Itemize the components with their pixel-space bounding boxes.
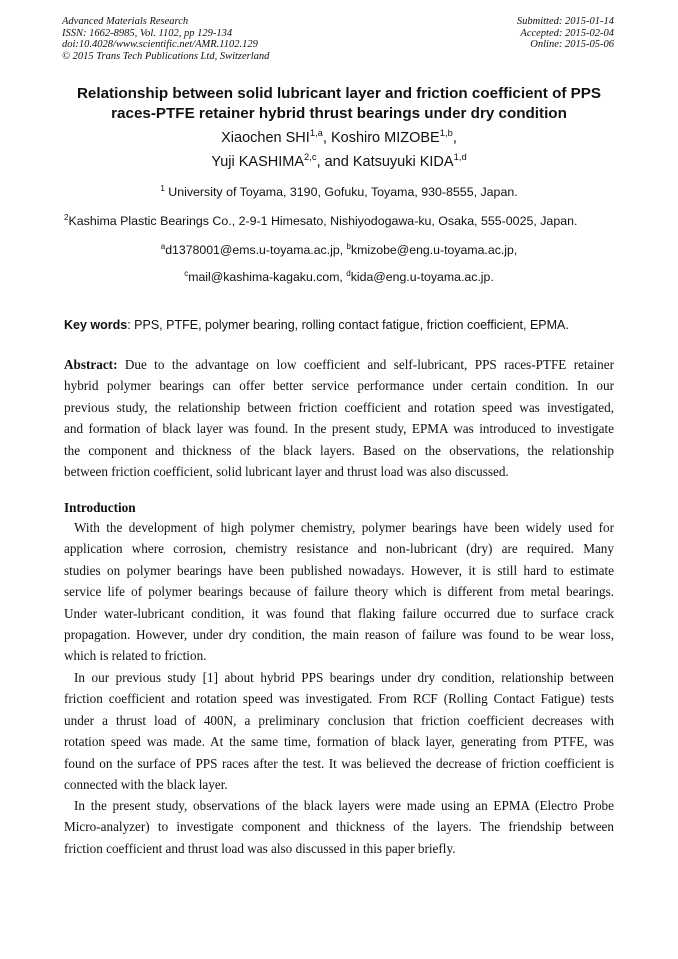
affiliation-2 bbox=[64, 214, 577, 228]
email-c-mark: c bbox=[184, 268, 189, 278]
abstract-line: hybrid polymer bearings can offer better service performance under certain condition. In our bbox=[64, 378, 614, 394]
online-date: Online: 2015-05-06 bbox=[530, 39, 614, 50]
affiliation-2-text: Kashima Plastic Bearings Co., 2-9-1 Himesato, Nishiyodogawa-ku, Osaka, 555-0025, Japan. bbox=[68, 214, 578, 228]
author-2-sup: 1,b bbox=[439, 127, 453, 139]
author-1-sup: 1,a bbox=[309, 127, 323, 139]
submitted-date: Submitted: 2015-01-14 bbox=[516, 16, 614, 27]
abstract-line-text: Due to the advantage on low coefficient and self-lubricant, PPS races-PTFE retainer bbox=[117, 357, 614, 372]
abstract-line: between friction coefficient, solid lubricant layer and thrust load was also discussed. bbox=[64, 463, 509, 479]
abstract bbox=[64, 354, 614, 482]
introduction-heading: Introduction bbox=[64, 500, 136, 515]
paragraph-line: Micro-analyzer) to investigate component and thickness of the layers. The friendship between bbox=[64, 819, 614, 835]
email-b-mark: b bbox=[346, 241, 351, 251]
paragraph-line: connected with the black layer. bbox=[64, 776, 228, 792]
paragraph-line: rotation speed was made. At the same time, formation of black layer, generating from PTFE, was bbox=[64, 734, 614, 750]
email-c[interactable]: mail@kashima-kagaku.com, bbox=[188, 270, 347, 284]
author-4-name: Katsuyuki KIDA bbox=[352, 154, 454, 170]
email-d-mark: d bbox=[346, 268, 351, 278]
paper-title bbox=[50, 84, 628, 124]
submission-dates bbox=[517, 16, 614, 51]
title-line-1: Relationship between solid lubricant layer and friction coefficient of PPS bbox=[76, 85, 602, 102]
paragraph-line: friction coefficient and rotation speed was investigated. From RCF (Rolling Contact Fatigue) tests bbox=[64, 691, 614, 707]
journal-copyright: © 2015 Trans Tech Publications Ltd, Switzerland bbox=[62, 50, 270, 62]
email-a-mark: a bbox=[160, 241, 166, 251]
paragraph-line: studies on polymer bearings have been published nowadays. However, it is still hard to estimate bbox=[64, 562, 614, 578]
paragraph-line: In our previous study [1] about hybrid PPS bearings under dry condition, relationship between bbox=[74, 670, 614, 685]
paragraph-line: In the present study, observations of the black layers were made using an EPMA (Electro Probe bbox=[74, 798, 614, 813]
emails-line-1 bbox=[20, 243, 658, 257]
paragraph-line: Under water-lubricant condition, it was found that flaking failure occurred due to surface crack bbox=[64, 605, 614, 621]
keywords-text: : PPS, PTFE, polymer bearing, rolling contact fatigue, friction coefficient, EPMA. bbox=[127, 318, 569, 332]
author-4-sup: 1,d bbox=[453, 151, 467, 163]
author-1-name: Xiaochen SHI bbox=[221, 130, 310, 146]
affiliation-1-text: University of Toyama, 3190, Gofuku, Toyama, 930-8555, Japan. bbox=[164, 185, 518, 199]
abstract-line: the component and thickness of the black layers. Based on the observations, the relationship bbox=[64, 442, 614, 458]
authors-line-1 bbox=[20, 127, 658, 149]
paragraph-line: propagation. However, under dry condition, the main reason of failure was found to be wear loss, bbox=[64, 626, 614, 642]
accepted-date: Accepted: 2015-02-04 bbox=[520, 27, 614, 39]
authors-line-2 bbox=[20, 151, 658, 173]
journal-issn: ISSN: 1662-8985, Vol. 1102, pp 129-134 bbox=[62, 27, 233, 39]
intro-paragraph-3 bbox=[64, 795, 614, 859]
affiliation-2-mark: 2 bbox=[64, 212, 69, 222]
abstract-line bbox=[64, 354, 614, 375]
paragraph-line: under a thrust load of 400N, a preliminary conclusion that friction coefficient decreases with bbox=[64, 712, 614, 728]
paragraph-line: service life of polymer bearings because of failure theory which is different from metal bearings. bbox=[64, 584, 614, 600]
email-b[interactable]: kmizobe@eng.u-toyama.ac.jp, bbox=[350, 243, 518, 257]
journal-info bbox=[62, 16, 269, 62]
paragraph-line: friction coefficient and thrust load was also discussed in this paper briefly. bbox=[64, 840, 456, 856]
abstract-line: and formation of black layer was found. In the present study, EPMA was introduced to investigate bbox=[64, 421, 614, 437]
affiliation-1 bbox=[20, 185, 658, 199]
email-a[interactable]: d1378001@ems.u-toyama.ac.jp, bbox=[165, 243, 347, 257]
author-separator: , bbox=[452, 130, 457, 146]
keywords bbox=[64, 318, 569, 332]
emails-line-2 bbox=[20, 270, 658, 284]
paragraph-line: which is related to friction. bbox=[64, 648, 207, 664]
author-3-sup: 2,c bbox=[304, 151, 317, 163]
abstract-line: previous study, the relationship between friction coefficient and rotation speed was investigated, bbox=[64, 399, 614, 415]
intro-paragraph-1 bbox=[64, 517, 614, 667]
keywords-label: Key words bbox=[64, 318, 128, 332]
email-d[interactable]: kida@eng.u-toyama.ac.jp. bbox=[350, 270, 494, 284]
paragraph-line: found on the surface of PPS races after the test. It was believed the decrease of friction coefficient is bbox=[64, 755, 614, 771]
abstract-label: Abstract: bbox=[64, 357, 118, 372]
author-3-name: Yuji KASHIMA bbox=[211, 154, 304, 170]
author-and: , and bbox=[316, 154, 353, 170]
author-separator: , bbox=[322, 130, 331, 146]
intro-paragraph-2 bbox=[64, 667, 614, 795]
journal-name: Advanced Materials Research bbox=[62, 16, 189, 27]
journal-doi[interactable]: doi:10.4028/www.scientific.net/AMR.1102.129 bbox=[62, 39, 258, 50]
affiliation-1-mark: 1 bbox=[160, 183, 165, 193]
title-line-2: races-PTFE retainer hybrid thrust bearings under dry condition bbox=[111, 105, 567, 122]
paragraph-line: With the development of high polymer chemistry, polymer bearings have been widely used for bbox=[74, 520, 614, 535]
author-2-name: Koshiro MIZOBE bbox=[330, 130, 440, 146]
paragraph-line: application where corrosion, chemistry resistance and non-lubricant (dry) are required. Many bbox=[64, 541, 614, 557]
